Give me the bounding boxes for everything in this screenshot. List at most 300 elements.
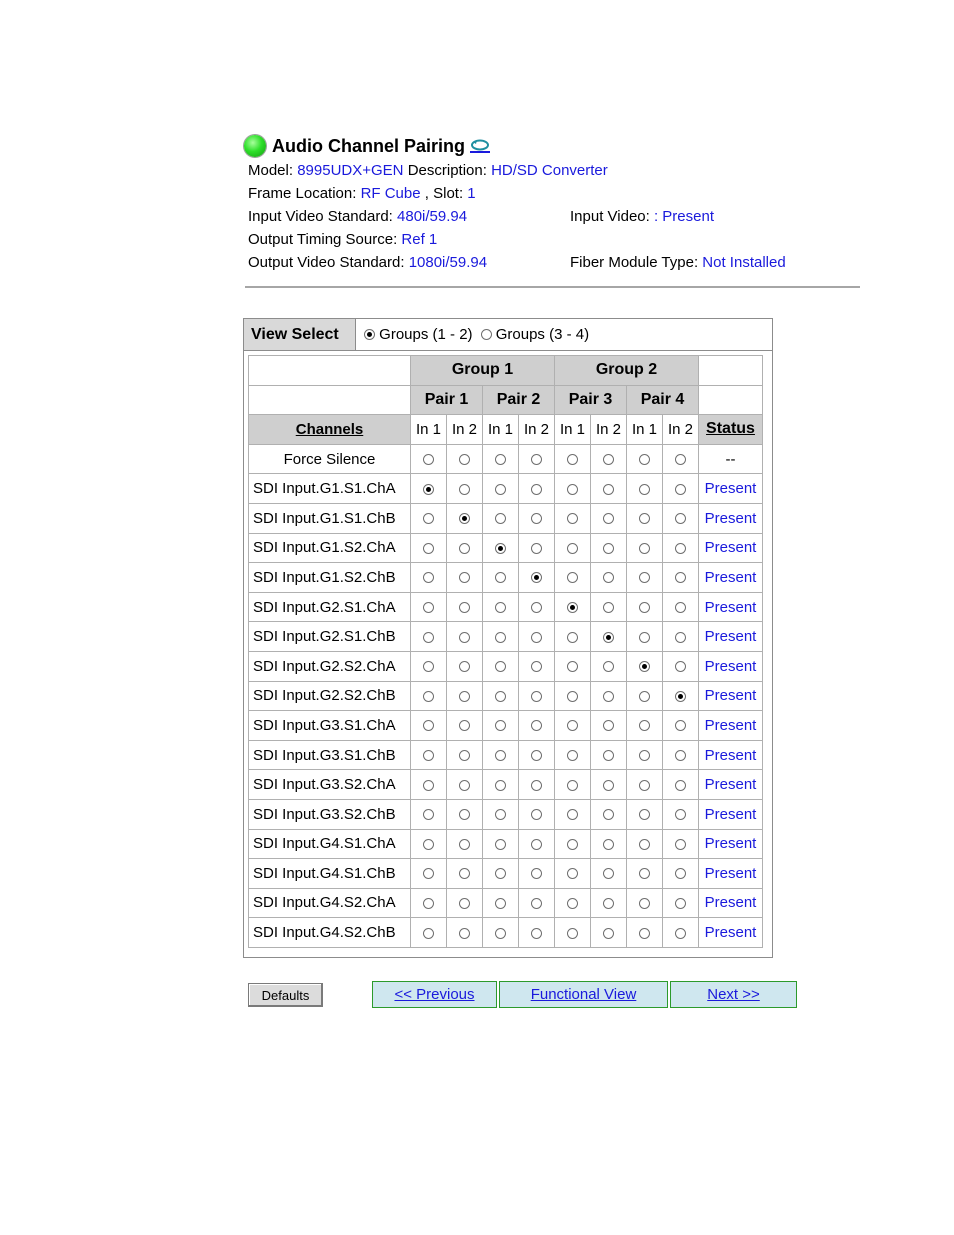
view-option-radio[interactable] [481, 329, 492, 340]
radio-cell [483, 918, 519, 948]
pairing-radio[interactable] [423, 454, 434, 465]
radio-cell [519, 681, 555, 711]
pairing-radio[interactable] [423, 720, 434, 731]
pairing-radio[interactable] [423, 868, 434, 879]
radio-cell [447, 474, 483, 504]
radio-cell [447, 503, 483, 533]
radio-cell [519, 711, 555, 741]
model-value: 8995UDX+GEN [297, 162, 404, 179]
pairing-radio[interactable] [639, 720, 650, 731]
input-header: In 2 [447, 415, 483, 445]
pairing-radio[interactable] [531, 632, 542, 643]
radio-cell [627, 592, 663, 622]
pairing-radio[interactable] [459, 898, 470, 909]
radio-cell [591, 622, 627, 652]
pairing-radio[interactable] [423, 513, 434, 524]
pairing-radio[interactable] [495, 720, 506, 731]
status-header[interactable]: Status [699, 415, 763, 445]
pair-2-header: Pair 2 [483, 385, 555, 415]
pairing-radio[interactable] [639, 839, 650, 850]
radio-cell [663, 444, 699, 474]
pairing-radio[interactable] [459, 928, 470, 939]
pairing-radio[interactable] [423, 898, 434, 909]
pairing-radio[interactable] [459, 780, 470, 791]
pairing-radio[interactable] [603, 750, 614, 761]
channel-name: SDI Input.G1.S1.ChA [249, 474, 411, 504]
pairing-radio[interactable] [639, 513, 650, 524]
pairing-radio[interactable] [459, 632, 470, 643]
channel-name: SDI Input.G2.S2.ChA [249, 651, 411, 681]
pairing-radio[interactable] [423, 543, 434, 554]
radio-cell [483, 622, 519, 652]
pairing-radio[interactable] [459, 691, 470, 702]
radio-cell [411, 770, 447, 800]
radio-cell [555, 829, 591, 859]
radio-cell [483, 474, 519, 504]
channel-name: SDI Input.G2.S1.ChB [249, 622, 411, 652]
pairing-radio[interactable] [603, 513, 614, 524]
pairing-radio[interactable] [675, 839, 686, 850]
pairing-radio[interactable] [567, 750, 578, 761]
pairing-radio[interactable] [639, 661, 650, 672]
status-value: Present [699, 711, 763, 741]
radio-cell [555, 444, 591, 474]
radio-cell [519, 503, 555, 533]
pairing-radio[interactable] [423, 632, 434, 643]
radio-cell [591, 770, 627, 800]
radio-cell [627, 829, 663, 859]
pairing-radio[interactable] [423, 691, 434, 702]
page-title: Audio Channel Pairing [272, 135, 466, 156]
input-header: In 2 [591, 415, 627, 445]
table-row [249, 859, 763, 889]
pairing-radio[interactable] [639, 691, 650, 702]
radio-cell [411, 503, 447, 533]
pairing-radio[interactable] [567, 898, 578, 909]
pairing-radio[interactable] [567, 661, 578, 672]
pairing-radio[interactable] [675, 484, 686, 495]
radio-cell [411, 799, 447, 829]
pairing-radio[interactable] [531, 602, 542, 613]
radio-cell [519, 533, 555, 563]
table-row [249, 592, 763, 622]
pairing-radio[interactable] [495, 928, 506, 939]
pairing-radio[interactable] [531, 839, 542, 850]
pairing-radio[interactable] [459, 602, 470, 613]
pairing-radio[interactable] [567, 632, 578, 643]
pairing-radio[interactable] [495, 898, 506, 909]
pairing-radio[interactable] [639, 928, 650, 939]
pairing-radio[interactable] [531, 898, 542, 909]
pairing-radio[interactable] [603, 454, 614, 465]
output-video-standard-value: 1080i/59.94 [408, 254, 488, 271]
radio-cell [411, 740, 447, 770]
radio-cell [591, 651, 627, 681]
view-option-radio[interactable] [364, 329, 375, 340]
pairing-radio[interactable] [495, 868, 506, 879]
output-video-line [243, 251, 863, 274]
radio-cell [627, 563, 663, 593]
radio-cell [627, 799, 663, 829]
table-row [249, 740, 763, 770]
pairing-radio[interactable] [639, 572, 650, 583]
pairing-radio[interactable] [675, 868, 686, 879]
pairing-radio[interactable] [567, 572, 578, 583]
functional-view-button[interactable]: Functional View [499, 981, 668, 1008]
radio-cell [555, 888, 591, 918]
previous-button[interactable]: << Previous [372, 981, 497, 1008]
pairing-radio[interactable] [567, 484, 578, 495]
radio-cell [663, 651, 699, 681]
pairing-radio[interactable] [567, 780, 578, 791]
radio-cell [483, 829, 519, 859]
frame-location-line [243, 182, 863, 205]
description-label: Description: [407, 162, 487, 179]
channel-name: SDI Input.G4.S1.ChB [249, 859, 411, 889]
radio-cell [483, 651, 519, 681]
pairing-radio[interactable] [531, 928, 542, 939]
pairing-radio[interactable] [459, 839, 470, 850]
pairing-radio[interactable] [459, 750, 470, 761]
pairing-radio[interactable] [567, 602, 578, 613]
pairing-radio[interactable] [639, 484, 650, 495]
pairing-radio[interactable] [495, 839, 506, 850]
view-select-bar [244, 319, 772, 351]
pairing-radio[interactable] [603, 661, 614, 672]
pairing-radio[interactable] [459, 661, 470, 672]
view-option-groups-1-2[interactable] [364, 326, 473, 343]
header [243, 133, 863, 274]
radio-cell [411, 888, 447, 918]
group-1-header: Group 1 [411, 356, 555, 386]
pairing-radio[interactable] [531, 572, 542, 583]
radio-cell [519, 829, 555, 859]
pairing-radio[interactable] [675, 661, 686, 672]
pairing-radio[interactable] [459, 513, 470, 524]
pairing-radio[interactable] [531, 484, 542, 495]
pairing-radio[interactable] [423, 750, 434, 761]
radio-cell [447, 799, 483, 829]
pairing-panel [243, 318, 773, 958]
radio-cell [663, 859, 699, 889]
pairing-radio[interactable] [603, 632, 614, 643]
pairing-radio[interactable] [603, 484, 614, 495]
pairing-radio[interactable] [423, 839, 434, 850]
radio-cell [447, 829, 483, 859]
table-row [249, 918, 763, 948]
pairing-radio[interactable] [531, 513, 542, 524]
pairing-radio[interactable] [495, 454, 506, 465]
pairing-radio[interactable] [459, 720, 470, 731]
slot-label: , Slot: [424, 185, 464, 202]
model-label: Model: [248, 162, 294, 179]
pairing-radio[interactable] [639, 750, 650, 761]
pairing-radio[interactable] [495, 602, 506, 613]
pairing-radio[interactable] [495, 572, 506, 583]
radio-cell [519, 563, 555, 593]
radio-cell [555, 711, 591, 741]
pairing-radio[interactable] [531, 543, 542, 554]
radio-cell [627, 444, 663, 474]
radio-cell [591, 799, 627, 829]
radio-cell [411, 592, 447, 622]
pairing-radio[interactable] [603, 868, 614, 879]
pairing-radio[interactable] [423, 661, 434, 672]
pairing-radio[interactable] [603, 809, 614, 820]
pairing-radio[interactable] [639, 454, 650, 465]
pairing-radio[interactable] [639, 543, 650, 554]
pairing-radio[interactable] [495, 632, 506, 643]
radio-cell [591, 829, 627, 859]
channel-name: SDI Input.G4.S1.ChA [249, 829, 411, 859]
pairing-radio[interactable] [567, 543, 578, 554]
pairing-radio[interactable] [603, 928, 614, 939]
model-line [243, 159, 863, 182]
status-value: Present [699, 829, 763, 859]
blank-cell [249, 356, 411, 386]
pairing-radio[interactable] [603, 780, 614, 791]
radio-cell [483, 503, 519, 533]
status-value: Present [699, 533, 763, 563]
radio-cell [519, 740, 555, 770]
table-row [249, 651, 763, 681]
pairing-radio[interactable] [531, 661, 542, 672]
radio-cell [555, 651, 591, 681]
pairing-radio[interactable] [675, 513, 686, 524]
radio-cell [519, 444, 555, 474]
pairing-radio[interactable] [423, 484, 434, 495]
pairing-radio[interactable] [675, 750, 686, 761]
input-video-standard-value: 480i/59.94 [397, 208, 468, 225]
description-value: HD/SD Converter [491, 162, 608, 179]
pairing-radio[interactable] [603, 602, 614, 613]
radio-cell [447, 533, 483, 563]
pairing-radio[interactable] [675, 691, 686, 702]
pairing-radio[interactable] [495, 513, 506, 524]
pairing-radio[interactable] [459, 543, 470, 554]
table-row [249, 711, 763, 741]
pairing-radio[interactable] [639, 868, 650, 879]
pairing-radio[interactable] [675, 720, 686, 731]
pairing-radio[interactable] [459, 484, 470, 495]
pairing-radio[interactable] [639, 632, 650, 643]
pairing-radio[interactable] [567, 454, 578, 465]
pairing-radio[interactable] [531, 691, 542, 702]
output-timing-source-value: Ref 1 [401, 231, 438, 248]
pairing-radio[interactable] [675, 780, 686, 791]
channel-name: SDI Input.G1.S1.ChB [249, 503, 411, 533]
pairing-radio[interactable] [675, 602, 686, 613]
frame-location-label: Frame Location: [248, 185, 357, 202]
table-row [249, 533, 763, 563]
radio-cell [483, 563, 519, 593]
pairing-radio[interactable] [675, 454, 686, 465]
pairing-radio[interactable] [639, 602, 650, 613]
pairing-radio[interactable] [603, 572, 614, 583]
radio-cell [627, 533, 663, 563]
pairing-radio[interactable] [423, 809, 434, 820]
radio-cell [555, 533, 591, 563]
view-select-label: View Select [244, 319, 356, 350]
pair-3-header: Pair 3 [555, 385, 627, 415]
pairing-radio[interactable] [603, 720, 614, 731]
status-value: Present [699, 563, 763, 593]
pairing-radio[interactable] [495, 809, 506, 820]
view-option-groups-3-4[interactable] [481, 326, 590, 343]
channel-name: SDI Input.G4.S2.ChA [249, 888, 411, 918]
radio-cell [483, 799, 519, 829]
pairing-radio[interactable] [603, 898, 614, 909]
pairing-radio[interactable] [531, 720, 542, 731]
pairing-radio[interactable] [567, 928, 578, 939]
radio-cell [555, 770, 591, 800]
radio-cell [627, 474, 663, 504]
pairing-radio[interactable] [639, 898, 650, 909]
pairing-radio[interactable] [531, 780, 542, 791]
pairing-radio[interactable] [495, 691, 506, 702]
radio-cell [591, 888, 627, 918]
pairing-radio[interactable] [675, 543, 686, 554]
pairing-radio[interactable] [459, 572, 470, 583]
radio-cell [411, 918, 447, 948]
output-timing-line [243, 228, 863, 251]
table-row [249, 888, 763, 918]
pairing-radio[interactable] [423, 602, 434, 613]
pairing-radio[interactable] [675, 632, 686, 643]
pair-1-header: Pair 1 [411, 385, 483, 415]
radio-cell [591, 592, 627, 622]
input-header: In 2 [663, 415, 699, 445]
pairing-radio[interactable] [675, 898, 686, 909]
radio-cell [591, 533, 627, 563]
radio-cell [411, 859, 447, 889]
pairing-radio[interactable] [459, 809, 470, 820]
group-header-row [249, 356, 763, 386]
radio-cell [627, 622, 663, 652]
pairing-radio[interactable] [675, 572, 686, 583]
status-value: Present [699, 651, 763, 681]
pairing-radio[interactable] [495, 484, 506, 495]
group-2-header: Group 2 [555, 356, 699, 386]
radio-cell [519, 888, 555, 918]
radio-cell [411, 563, 447, 593]
pairing-radio[interactable] [531, 454, 542, 465]
radio-cell [555, 740, 591, 770]
radio-cell [447, 651, 483, 681]
radio-cell [555, 622, 591, 652]
radio-cell [447, 681, 483, 711]
input-header: In 1 [627, 415, 663, 445]
pairing-radio[interactable] [675, 928, 686, 939]
radio-cell [663, 681, 699, 711]
radio-cell [627, 918, 663, 948]
pair-header-row [249, 385, 763, 415]
slot-value: 1 [467, 185, 476, 202]
radio-cell [447, 711, 483, 741]
radio-cell [627, 770, 663, 800]
radio-cell [447, 563, 483, 593]
pairing-radio[interactable] [423, 928, 434, 939]
pairing-radio[interactable] [603, 691, 614, 702]
status-value: Present [699, 503, 763, 533]
table-row [249, 474, 763, 504]
view-option-label: Groups (1 - 2) [379, 326, 473, 343]
pairing-radio[interactable] [531, 750, 542, 761]
radio-cell [627, 859, 663, 889]
radio-cell [663, 592, 699, 622]
pairing-radio[interactable] [531, 809, 542, 820]
next-button[interactable]: Next >> [670, 981, 797, 1008]
radio-cell [555, 592, 591, 622]
defaults-button[interactable]: Defaults [248, 983, 323, 1007]
radio-cell [627, 740, 663, 770]
radio-cell [519, 770, 555, 800]
radio-cell [663, 563, 699, 593]
blank-cell [249, 385, 411, 415]
pairing-radio[interactable] [567, 691, 578, 702]
radio-cell [663, 711, 699, 741]
pairing-radio[interactable] [495, 543, 506, 554]
radio-cell [663, 829, 699, 859]
radio-cell [663, 770, 699, 800]
fiber-module-label: Fiber Module Type: [570, 254, 699, 271]
channels-header[interactable]: Channels [249, 415, 411, 445]
pairing-radio[interactable] [423, 780, 434, 791]
radio-cell [411, 651, 447, 681]
channel-name: SDI Input.G2.S1.ChA [249, 592, 411, 622]
status-value: Present [699, 799, 763, 829]
pairing-radio[interactable] [567, 809, 578, 820]
radio-cell [411, 711, 447, 741]
pairing-radio[interactable] [495, 780, 506, 791]
radio-cell [663, 622, 699, 652]
pairing-radio[interactable] [531, 868, 542, 879]
refresh-icon[interactable] [469, 138, 491, 154]
pairing-radio[interactable] [459, 868, 470, 879]
pairing-radio[interactable] [459, 454, 470, 465]
output-video-standard-label: Output Video Standard: [248, 254, 405, 271]
radio-cell [627, 503, 663, 533]
radio-cell [519, 474, 555, 504]
pairing-radio[interactable] [495, 750, 506, 761]
channel-name: SDI Input.G3.S2.ChA [249, 770, 411, 800]
table-row [249, 563, 763, 593]
pairing-radio[interactable] [567, 839, 578, 850]
pairing-radio[interactable] [675, 809, 686, 820]
radio-cell [555, 859, 591, 889]
pairing-radio[interactable] [567, 720, 578, 731]
radio-cell [519, 859, 555, 889]
output-timing-source-label: Output Timing Source: [248, 231, 398, 248]
table-row [249, 622, 763, 652]
input-header: In 1 [411, 415, 447, 445]
pairing-radio[interactable] [567, 868, 578, 879]
radio-cell [555, 799, 591, 829]
radio-cell [591, 918, 627, 948]
pairing-radio[interactable] [495, 661, 506, 672]
radio-cell [591, 503, 627, 533]
pairing-radio[interactable] [603, 543, 614, 554]
status-value: Present [699, 918, 763, 948]
pairing-radio[interactable] [639, 809, 650, 820]
pairing-radio[interactable] [639, 780, 650, 791]
table-row [249, 444, 763, 474]
pairing-radio[interactable] [603, 839, 614, 850]
pairing-radio[interactable] [423, 572, 434, 583]
radio-cell [483, 770, 519, 800]
radio-cell [519, 592, 555, 622]
pairing-radio[interactable] [567, 513, 578, 524]
